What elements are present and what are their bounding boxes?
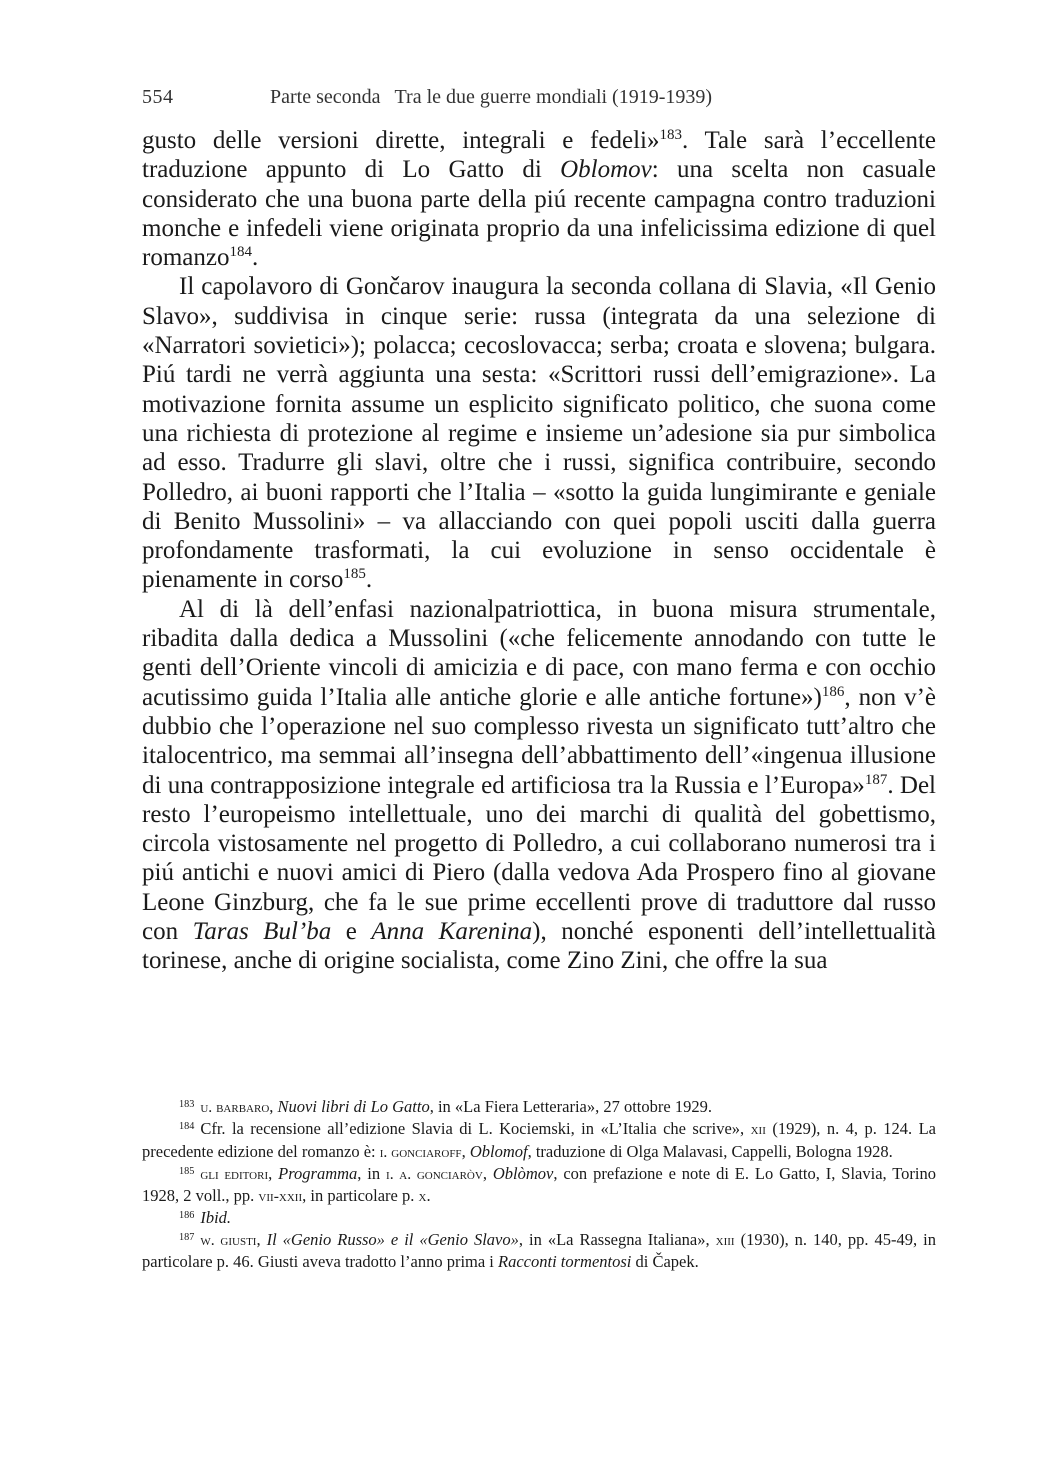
roman-numeral: vii-xxii [258, 1188, 303, 1206]
author-name: u. barbaro [200, 1099, 270, 1116]
italic-title: Oblòmov [492, 1163, 554, 1183]
italic-title: Racconti tormentosi [498, 1252, 632, 1272]
page-number: 554 [142, 86, 174, 108]
text-run: gusto delle versioni dirette, integrali e fedeli» [142, 127, 660, 154]
text-run: di Čapek. [631, 1252, 699, 1272]
text-run: , in «La Fiera Letteraria», 27 ottobre 1929. [429, 1097, 712, 1116]
text-run: , in particolare p. [302, 1186, 419, 1206]
footnote-number: 187 [179, 1231, 195, 1243]
author-name: w. giusti [200, 1231, 257, 1249]
text-run: ), nonché esponenti dell’intellettualità torinese, anche di origine socialista, come Zino Zini, che offre la sua [142, 918, 936, 975]
text-run: , traduzione di Olga Malavasi, Cappelli, Bologna 1928. [527, 1141, 893, 1161]
author-name: i. a. gonciaròv [386, 1165, 483, 1183]
text-run: e [331, 918, 372, 946]
text-run: , [268, 1163, 279, 1183]
running-header [142, 86, 942, 116]
italic-title: Nuovi libri di Lo Gatto [277, 1097, 430, 1116]
author-name: gli editori [200, 1165, 269, 1183]
footnote-ref-187: 187 [864, 771, 888, 788]
part-title: Parte seconda [270, 86, 381, 108]
paragraph-3 [142, 595, 936, 976]
chapter-title: Tra le due guerre mondiali (1919-1939) [394, 86, 713, 108]
text-run: , [269, 1097, 278, 1116]
footnote-ref-183: 183 [659, 127, 682, 143]
text-run: . Tale sarà l’eccellente traduzione appunto di Lo Gatto di [142, 127, 936, 184]
footnote-number: 183 [179, 1098, 195, 1110]
footnote-number: 184 [179, 1121, 195, 1133]
text-run: : una scelta non casuale considerato che una buona parte della piú recente campagna contro traduzioni monche e infedeli viene originata proprio da una infelicissima edizione di quel romanzo [142, 156, 936, 272]
roman-numeral: xiii [715, 1231, 735, 1249]
footnote-184 [142, 1118, 936, 1163]
running-title [270, 86, 712, 109]
text-run: , in [357, 1163, 387, 1183]
footnote-183 [142, 1096, 936, 1118]
text-run: , [256, 1229, 267, 1249]
text-run: , non v’è dubbio che l’operazione nel suo complesso rivesta un significato tutt’altro che italocentrico, ma semmai all’insegna dell’abbattimento dell’«ingenua illusione di una contrapposizione integrale ed artificiosa tra la Russia e l’Europa» [142, 683, 937, 799]
text-run: . Del resto l’europeismo intellettuale, uno dei marchi di qualità del gobettismo, circola vistosamente nel progetto di Polledro, a cui collaborano numerosi tra i piú antichi e nuovi amici di Piero (dalla vedova Ada Prospero fino al giovane Leone Ginzburg, che fa le sue prime eccellenti prove di traduttore dal russo con [142, 771, 936, 946]
italic-title: Programma [278, 1163, 358, 1183]
text-run: Cfr. la recensione all’edizione Slavia di L. Kociemski, in «L’Italia che scrive», [200, 1119, 751, 1139]
italic-title: Anna Karenina [371, 918, 533, 946]
footnote-number: 186 [179, 1210, 195, 1222]
footnote-187 [142, 1229, 936, 1273]
italic-title: Oblomov [560, 156, 652, 184]
roman-numeral: x [418, 1188, 427, 1206]
footnote-186 [142, 1207, 936, 1228]
paragraph-2 [142, 272, 936, 594]
italic-title: Il «Genio Russo» e il «Genio Slavo» [266, 1229, 519, 1249]
text-run: , [461, 1141, 470, 1161]
roman-numeral: xii [750, 1121, 766, 1139]
text-run: , in «La Rassegna Italiana», [518, 1229, 716, 1249]
footnote-ref-185: 185 [343, 566, 366, 583]
footnote-number: 185 [179, 1165, 195, 1177]
main-text [142, 126, 936, 976]
footnote-185 [142, 1163, 936, 1208]
text-run: Il capolavoro di Gončarov inaugura la seconda collana di Slavia, «Il Genio Slavo», suddivisa in cinque serie: russa (integrata da una selezione di «Narratori sovietici»); polacca; cecoslovacca; serba; croata e slovena; bulgara. Piú tardi ne verrà aggiunta una sesta: «Scrittori russi dell’emigrazione». La motivazione fornita assume un esplicito significato politico, che suona come una richiesta di protezione al regime e insieme un’adesione sia pur simbolica ad esso. Tradurre gli slavi, oltre che i russi, significa contribuire, secondo Polledro, ai buoni rapporti che l’Italia – «sotto la guida lungimirante e geniale di Benito Mussolini» – va allacciando con quei popoli usciti dalla guerra profondamente trasformati, la cui evoluzione in senso occidentale è pienamente in corso [142, 273, 936, 594]
text-run: Al di là dell’enfasi nazionalpatriottica, in buona misura strumentale, ribadita dalla dedica a Mussolini («che felicemente annodando con tutte le genti dell’Oriente vincoli di amicizia e di pace, con mano ferma e con occhio acutissimo guida l’Italia alle antiche glorie e alle antiche fortune») [142, 595, 936, 711]
footnote-ref-186: 186 [821, 683, 845, 700]
text-run: (1930), n. 140, pp. 45-49, in particolare p. 46. Giusti aveva tradotto l’anno prima i [142, 1229, 937, 1272]
paragraph-1 [142, 126, 936, 272]
text-run: . [251, 244, 259, 272]
italic-title: Oblomof [469, 1141, 528, 1161]
text-run: . [365, 566, 373, 594]
footnote-ref-184: 184 [229, 244, 252, 261]
text-run: , con prefazione e note di E. Lo Gatto, I, Slavia, Torino 1928, 2 voll., pp. [142, 1163, 937, 1206]
italic-title: Taras Bul’ba [192, 918, 332, 946]
italic-title: Ibid. [200, 1208, 232, 1228]
text-run: . [426, 1186, 431, 1206]
text-run: (1929), n. 4, p. 124. La precedente edizione del romanzo è: [142, 1119, 936, 1161]
footnotes [142, 1096, 936, 1272]
text-run: , [482, 1163, 493, 1183]
author-name: i. gonciaroff [379, 1143, 462, 1161]
